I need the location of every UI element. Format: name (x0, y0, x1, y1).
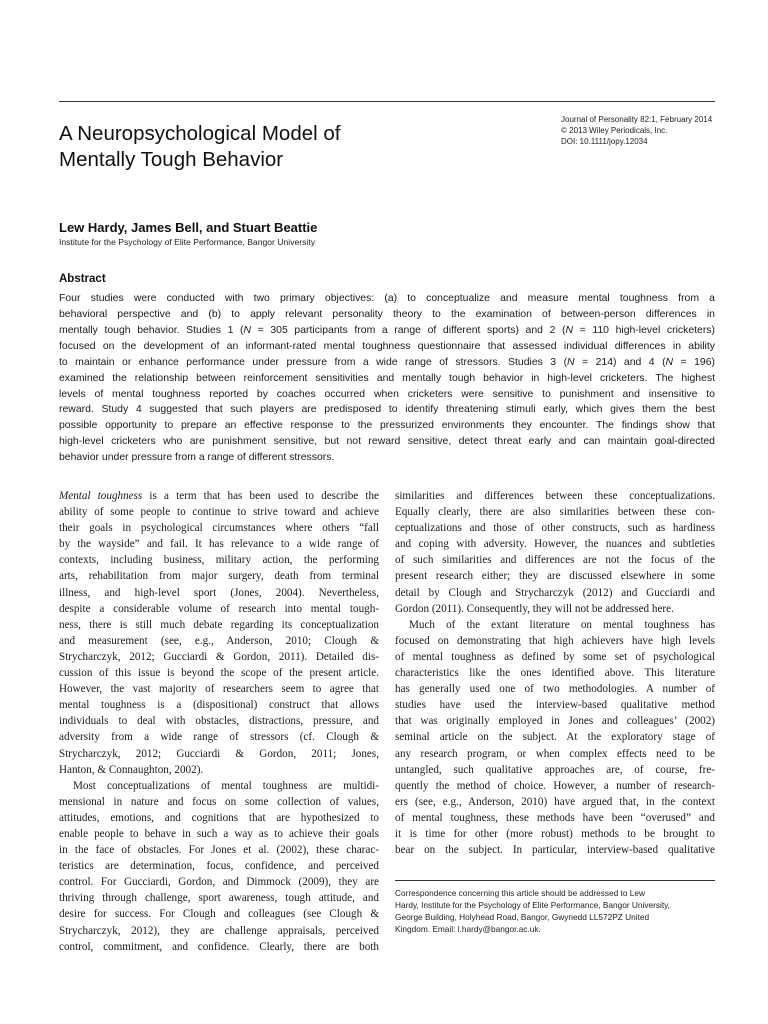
body-line: contexts, including business, military action, the performing (59, 554, 379, 567)
body-line: ceptualizations and those of other constructs, such as hardiness (395, 522, 715, 535)
sample-size-symbol: N (243, 324, 252, 336)
abstract-body (59, 291, 715, 466)
body-line: enable people to behave in such a way as to achieve their goals (59, 827, 379, 840)
copyright: © 2013 Wiley Periodicals, Inc. (561, 126, 668, 135)
body-line: studies have used the interview-based qualitative method (395, 699, 715, 712)
body-line: However, the vast majority of researchers seem to agree that (59, 683, 379, 696)
body-line: adversity from a wide range of stressors (cf. Clough & (59, 731, 379, 744)
body-line: individuals to deal with obstacles, distractions, pressure, and (59, 715, 379, 728)
body-line: characteristics like the ones identified above. This literature (395, 667, 715, 680)
body-line: has generally used one of two methodologies. A number of (395, 683, 715, 696)
body-line: in the face of obstacles. For Jones et al. (2002), these charac- (59, 844, 379, 857)
body-line: and coping with adversity. However, the nuances and subtleties (395, 538, 715, 551)
footnote-line: Correspondence concerning this article should be addressed to Lew (395, 888, 645, 898)
abstract-heading: Abstract (59, 273, 106, 285)
body-line: teristics are determination, focus, confidence, and perceived (59, 860, 379, 873)
abstract-line: behavior under pressure from a range of different stressors. (59, 452, 335, 464)
abstract-line: to maintain or enhance performance under pressure from a wide range of stressors. Studies 3 (N = 214) and 4 (N = 196) (59, 356, 715, 368)
body-line: seminal article on the subject. At the exploratory stage of (395, 731, 715, 744)
body-line: that was originally employed in Jones and colleagues’ (2002) (395, 715, 715, 728)
title-line: Mentally Tough Behavior (59, 148, 284, 171)
sample-size-symbol: N (567, 356, 575, 368)
abstract-line: levels of mental toughness reported by coaches occurred when cricketers were sensitive to punishment and insensitive to (59, 388, 715, 400)
abstract-line: Four studies were conducted with two primary objectives: (a) to conceptualize and measure mental toughness from a (59, 293, 715, 304)
body-line: ability of some people to continue to strive toward and achieve (59, 506, 379, 519)
body-line: similarities and differences between these conceptualizations. (395, 490, 715, 502)
authors: Lew Hardy, James Bell, and Stuart Beattie (59, 220, 318, 235)
body-line: cussion of this issue is beyond the scope of the present article. (59, 667, 379, 680)
body-left-column (59, 488, 379, 955)
body-line: Gordon (2011). Consequently, they will not be addressed here. (395, 602, 674, 615)
body-right-column (395, 488, 715, 858)
body-line: mensional in nature and focus on some collection of values, (59, 795, 379, 808)
body-line: of mental toughness as defined by some set of psychological (395, 650, 715, 663)
abstract-line: reward. Study 4 suggested that such players are predisposed to identify threatening stimuli early, which gives them the best (59, 404, 715, 416)
body-line: desire for success. For Clough and colleagues (see Clough & (59, 908, 379, 921)
body-line: of mental toughness, these methods have been “overused” and (395, 811, 715, 824)
body-line: it is time for other (more robust) methods to be brought to (395, 827, 715, 840)
correspondence-footnote (395, 887, 715, 935)
body-line: and measurement (see, e.g., Anderson, 2010; Clough & (59, 634, 379, 647)
journal-citation: Journal of Personality 82:1, February 2014 (561, 115, 713, 124)
body-line: thriving through challenge, sport awareness, tough attitude, and (59, 892, 379, 905)
body-line: Strycharczyk, 2012; Gucciardi & Gordon, 2011). Detailed dis- (59, 650, 379, 663)
body-line: control, commitment, and confidence. Clearly, there are both (59, 940, 379, 953)
body-line: any research program, or when complex effects need to be (395, 747, 715, 760)
body-line: untangled, such qualitative approaches are, of course, fre- (395, 763, 715, 776)
body-line: Strycharczyk, 2012), they are challenge appraisals, perceived (59, 924, 379, 937)
body-line: illness, and high-level sport (Jones, 2004). Nevertheless, (59, 586, 379, 599)
body-line: Hanton, & Connaughton, 2002). (59, 763, 204, 776)
journal-info (561, 114, 741, 147)
abstract-line: mentally tough behavior. Studies 1 (N = 305 participants from a range of different sports) and 2 (N = 110 high-level cricketers) (59, 324, 716, 336)
body-line: ness, there is still much debate regarding its conceptualization (59, 618, 379, 631)
sample-size-symbol: N (665, 356, 674, 368)
body-line: Equally clearly, there are also similarities between these con- (395, 506, 715, 519)
body-line: focused on demonstrating that high achievers have high levels (395, 634, 715, 647)
footnote-rule (395, 880, 715, 881)
body-line: quently the method of choice. However, a number of research- (395, 779, 715, 792)
body-line: control. For Gucciardi, Gordon, and Dimmock (2009), they are (59, 876, 379, 889)
sample-size-symbol: N (565, 324, 574, 336)
footnote-line: Kingdom. Email: l.hardy@bangor.ac.uk. (395, 924, 541, 934)
body-line: detail by Clough and Strycharczyk (2012) and Gucciardi and (395, 586, 715, 599)
affiliation: Institute for the Psychology of Elite Performance, Bangor University (59, 237, 316, 247)
body-line: mental toughness is a (dispositional) construct that allows (59, 699, 379, 712)
abstract-line: examined the relationship between reinforcement sensitivities and mentally tough behavior in high-level cricketers. The highest (59, 372, 715, 384)
title-line: A Neuropsychological Model of (59, 122, 341, 145)
body-line: present research either; they are discussed elsewhere in some (395, 570, 715, 583)
body-line: their goals in psychological circumstances where others “fall (59, 522, 379, 535)
body-line: arts, rehabilitation from major surgery, death from terminal (59, 570, 379, 583)
body-line: Most conceptualizations of mental toughness are multidi- (73, 779, 379, 792)
article-title (59, 121, 529, 173)
footnote-line: George Building, Holyhead Road, Bangor, Gwynedd LL572PZ United (395, 912, 650, 922)
body-line: ers (see, e.g., Anderson, 2010) have argued that, in the context (395, 795, 715, 808)
body-line: by the wayside” and fail. It has relevance to a wide range of (59, 538, 379, 551)
abstract-line: high-level cricketers who are punishment sensitive, but not reward sensitive, detect threat early and can maintain goal-directed (59, 436, 715, 448)
body-line: Strycharczyk, 2012; Gucciardi & Gordon, 2011; Jones, (59, 747, 379, 760)
body-line: attitudes, emotions, and cognitions that are hypothesized to (59, 811, 379, 824)
header-rule (59, 101, 715, 102)
body-line: of such similarities and differences are not the focus of the (395, 554, 715, 567)
doi: DOI: 10.1111/jopy.12034 (561, 137, 648, 146)
body-line: bear on the subject. In particular, interview-based qualitative (395, 844, 715, 857)
italic-term: Mental toughness (59, 490, 143, 502)
abstract-line: focused on the development of an informant-rated mental toughness questionnaire that assessed individual differences in ability (59, 340, 715, 352)
body-line: Mental toughness is a term that has been used to describe the (59, 490, 380, 502)
footnote-line: Hardy, Institute for the Psychology of Elite Performance, Bangor University, (395, 900, 670, 910)
abstract-line: possible opportunity to prepare an effective response to the pressurized environments they encounter. The findings show that (59, 420, 715, 432)
body-line: despite a considerable volume of research into mental tough- (59, 602, 379, 615)
body-line: Much of the extant literature on mental toughness has (409, 618, 715, 631)
abstract-line: behavioral perspective and (b) to apply relevant personality theory to the examination of between-person differences in (59, 308, 715, 320)
